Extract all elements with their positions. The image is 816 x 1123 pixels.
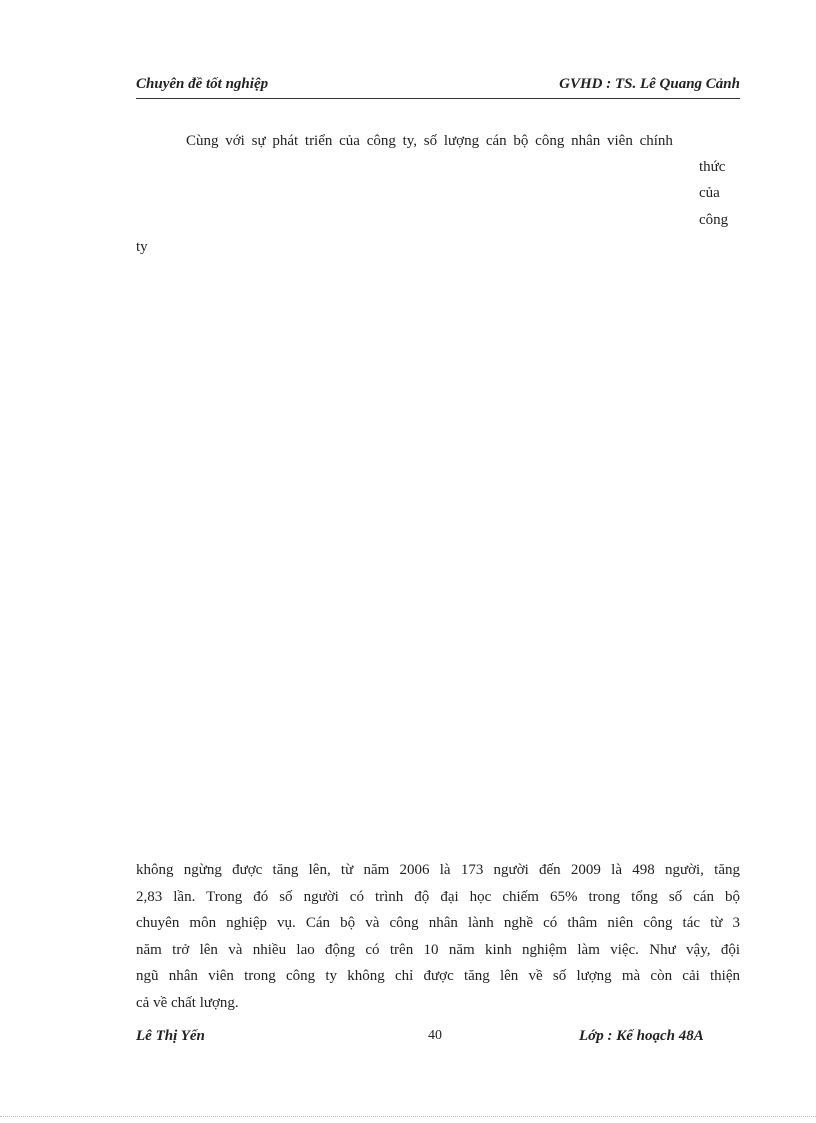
body-paragraph [136, 857, 740, 1016]
paragraph-line: năm trở lên và nhiều lao động có trên 10 năm kinh nghiệm làm việc. Như vậy, đội [136, 941, 740, 958]
paragraph-line: ngũ nhân viên trong công ty không chỉ được tăng lên về số lượng mà còn cải thiện [136, 968, 740, 984]
paragraph-first-line: Cùng với sự phát triển của công ty, số lượng cán bộ công nhân viên chính [186, 133, 673, 149]
paragraph-tail-word: ty [136, 239, 148, 255]
paragraph-line: 2,83 lần. Trong đó số người có trình độ đại học chiếm 65% trong tổng số cán bộ [136, 888, 740, 905]
author-name: Lê Thị Yến [136, 1028, 205, 1044]
page-bottom-divider [0, 1116, 816, 1117]
class-label: Lớp : Kế hoạch 48A [579, 1028, 704, 1044]
page-header [136, 76, 740, 99]
document-title: Chuyên đề tốt nghiệp [136, 76, 269, 92]
paragraph-line: cả về chất lượng. [136, 994, 239, 1011]
paragraph-column-word: công [699, 212, 729, 228]
paragraph-column-word: thức [699, 159, 726, 175]
page-number: 40 [428, 1028, 442, 1043]
paragraph-column-word: của [699, 185, 720, 201]
supervisor-label: GVHD : TS. Lê Quang Cảnh [559, 76, 740, 92]
paragraph-line: chuyên môn nghiệp vụ. Cán bộ và công nhân lành nghề có thâm niên công tác từ 3 [136, 915, 740, 931]
paragraph-line: không ngừng được tăng lên, từ năm 2006 là 173 người đến 2009 là 498 người, tăng [136, 862, 740, 878]
